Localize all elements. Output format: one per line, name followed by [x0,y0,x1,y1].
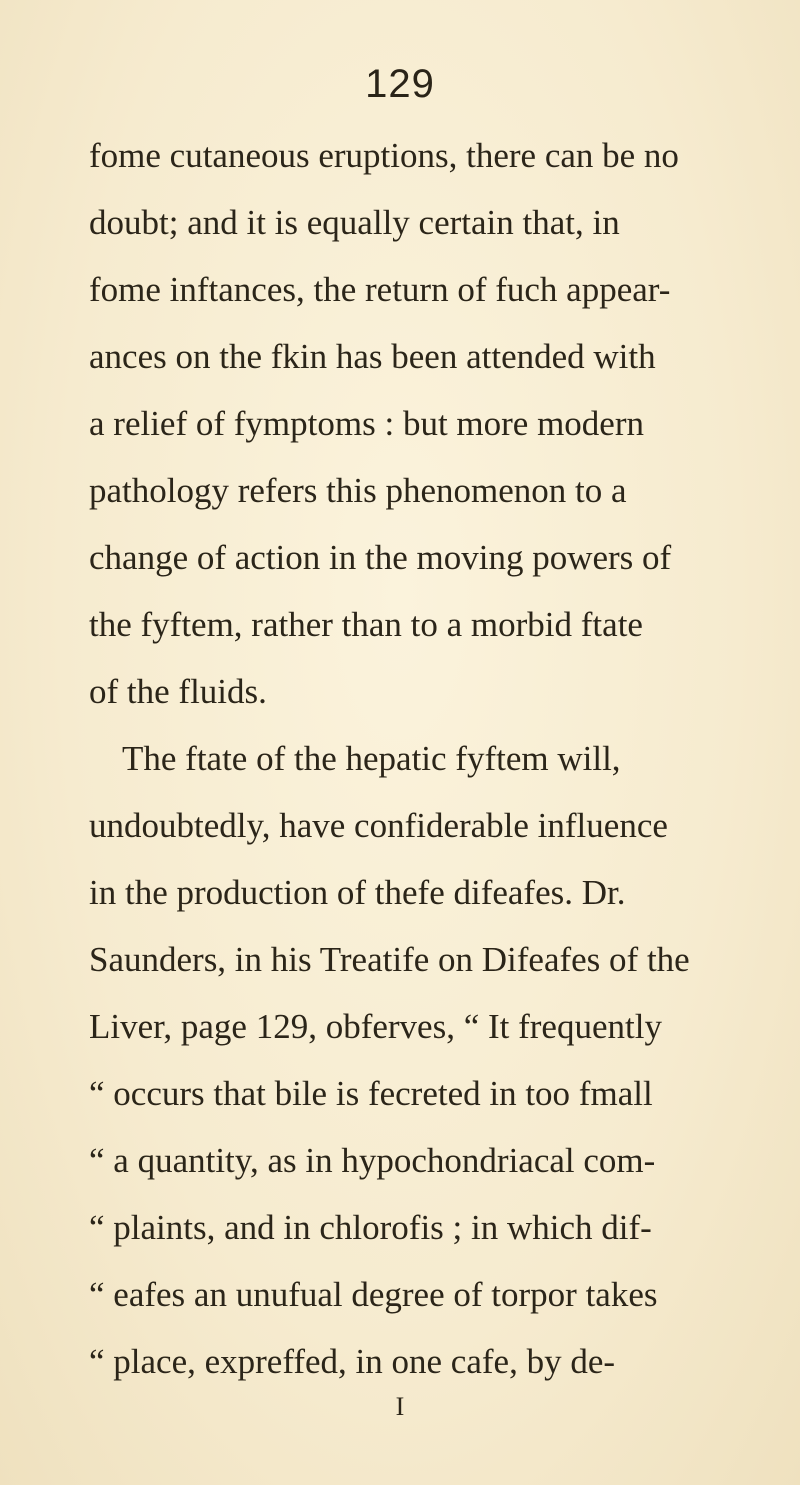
quoted-line: “ plaints, and in chlorofis ; in which dif- [89,1208,652,1247]
page-number: 129 [365,62,435,106]
body-line: the fyftem, rather than to a morbid ftate [89,605,643,644]
quoted-line: “ eafes an unufual degree of torpor takes [89,1275,658,1314]
signature-mark: I [395,1392,405,1421]
body-line: undoubtedly, have confiderable influence [89,806,668,845]
body-line: Saunders, in his Treatife on Difeafes of the [89,940,690,979]
body-line: in the production of thefe difeafes. Dr. [89,873,626,912]
body-line: ances on the fkin has been attended with [89,337,656,376]
body-line: Liver, page 129, obferves, “ It frequently [89,1007,662,1046]
body-line: doubt; and it is equally certain that, in [89,203,620,242]
quoted-line: “ occurs that bile is fecreted in too fmall [89,1074,653,1113]
body-line: pathology refers this phenomenon to a [89,471,627,510]
body-line: fome inftances, the return of fuch appear- [89,270,671,309]
paragraph-first-line: The ftate of the hepatic fyftem will, [122,739,621,778]
body-line: a relief of fymptoms : but more modern [89,404,644,443]
quoted-line: “ a quantity, as in hypochondriacal com- [89,1141,656,1180]
body-line: change of action in the moving powers of [89,538,672,577]
paragraph-last-line: of the fluids. [89,672,267,711]
quoted-line: “ place, expreffed, in one cafe, by de- [89,1342,616,1381]
body-line: fome cutaneous eruptions, there can be no [89,136,679,175]
